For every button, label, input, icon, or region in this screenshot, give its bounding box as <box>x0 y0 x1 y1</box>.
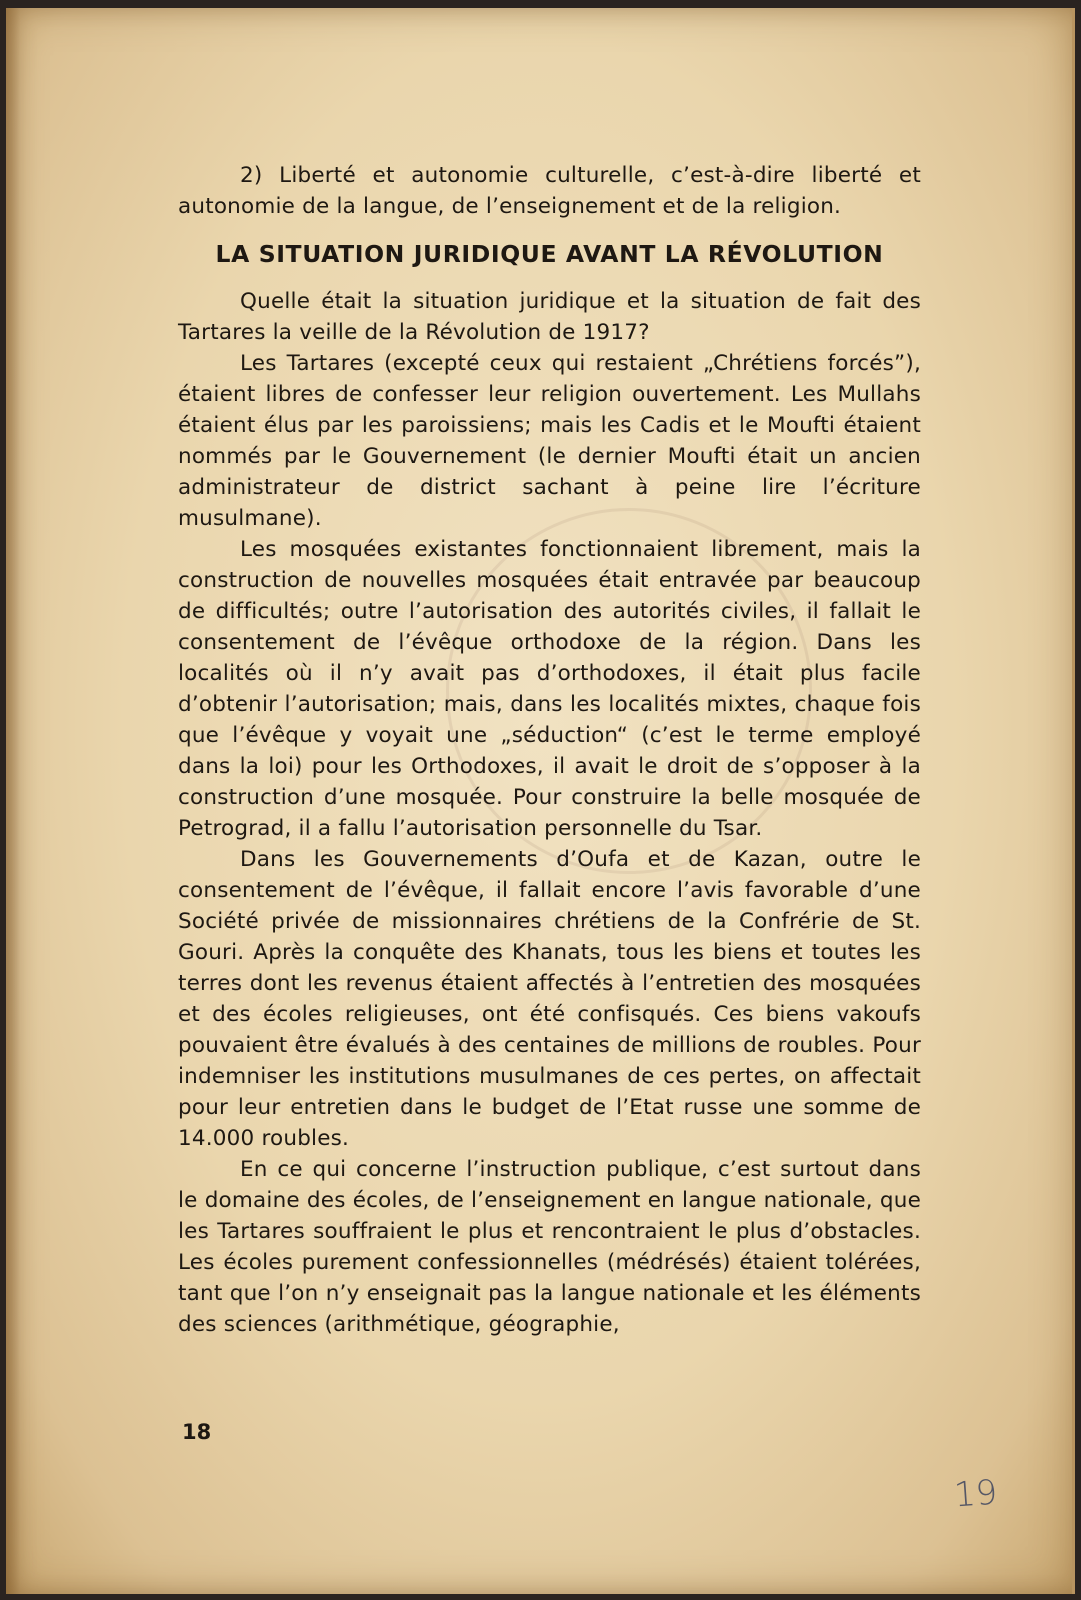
handwritten-archive-number: 19 <box>952 1472 999 1516</box>
section-heading: LA SITUATION JURIDIQUE AVANT LA RÉVOLUTION <box>215 240 884 268</box>
page-text <box>178 160 921 1340</box>
paragraph: Les mosquées existantes fonctionnaient librement, mais la construction de nouvelles mosquées était entravée par beaucoup de difficultés; outre l’autorisation des autorités civiles, il fallait le consentement de l’évêque orthodoxe de la région. Dans les localités où il n’y avait pas d’orthodoxes, il était plus facile d’obtenir l’autorisation; mais, dans les localités mixtes, chaque fois que l’évêque y voyait une „séduction“ (c’est le terme employé dans la loi) pour les Orthodoxes, il avait le droit de s’opposer à la construction d’une mosquée. Pour construire la belle mosquée de Petrograd, il a fallu l’autorisation personnelle du Tsar. <box>178 537 921 841</box>
paragraph: Dans les Gouvernements d’Oufa et de Kazan, outre le consentement de l’évêque, il fallait encore l’avis favorable d’une Société privée de missionnaires chrétiens de la Confrérie de St. Gouri. Après la conquête des Khanats, tous les biens et toutes les terres dont les revenus étaient affectés à l’entretien des mosquées et des écoles religieuses, ont été confisqués. Ces biens vakoufs pouvaient être évalués à des centaines de millions de roubles. Pour indemniser les institutions musulmanes de ces pertes, on affectait pour leur entretien dans le budget de l’Etat russe une somme de 14.000 roubles. <box>178 847 921 1151</box>
paragraph: Les Tartares (excepté ceux qui restaient „Chrétiens forcés”), étaient libres de confesser leur religion ouvertement. Les Mullahs étaient élus par les paroissiens; mais les Cadis et le Moufti étaient nommés par le Gouvernement (le dernier Moufti était un ancien administrateur de district sachant à peine lire l’écriture musulmane). <box>178 351 921 531</box>
paragraph: En ce qui concerne l’instruction publique, c’est surtout dans le domaine des écoles, de l’enseignement en langue nationale, que les Tartares souffraient le plus et rencontraient le plus d’obstacles. Les écoles purement confessionnelles (médrésés) étaient tolérées, tant que l’on n’y enseignait pas la langue nationale et les éléments des sciences (arithmétique, géographie, <box>178 1157 921 1337</box>
book-page <box>6 8 1075 1594</box>
paragraph-intro: 2) Liberté et autonomie culturelle, c’est-à-dire liberté et autonomie de la langue, de l’enseignement et de la religion. <box>178 163 921 219</box>
page-number: 18 <box>182 1420 212 1444</box>
paragraph: Quelle était la situation juridique et la situation de fait des Tartares la veille de la Révolution de 1917? <box>178 289 921 345</box>
